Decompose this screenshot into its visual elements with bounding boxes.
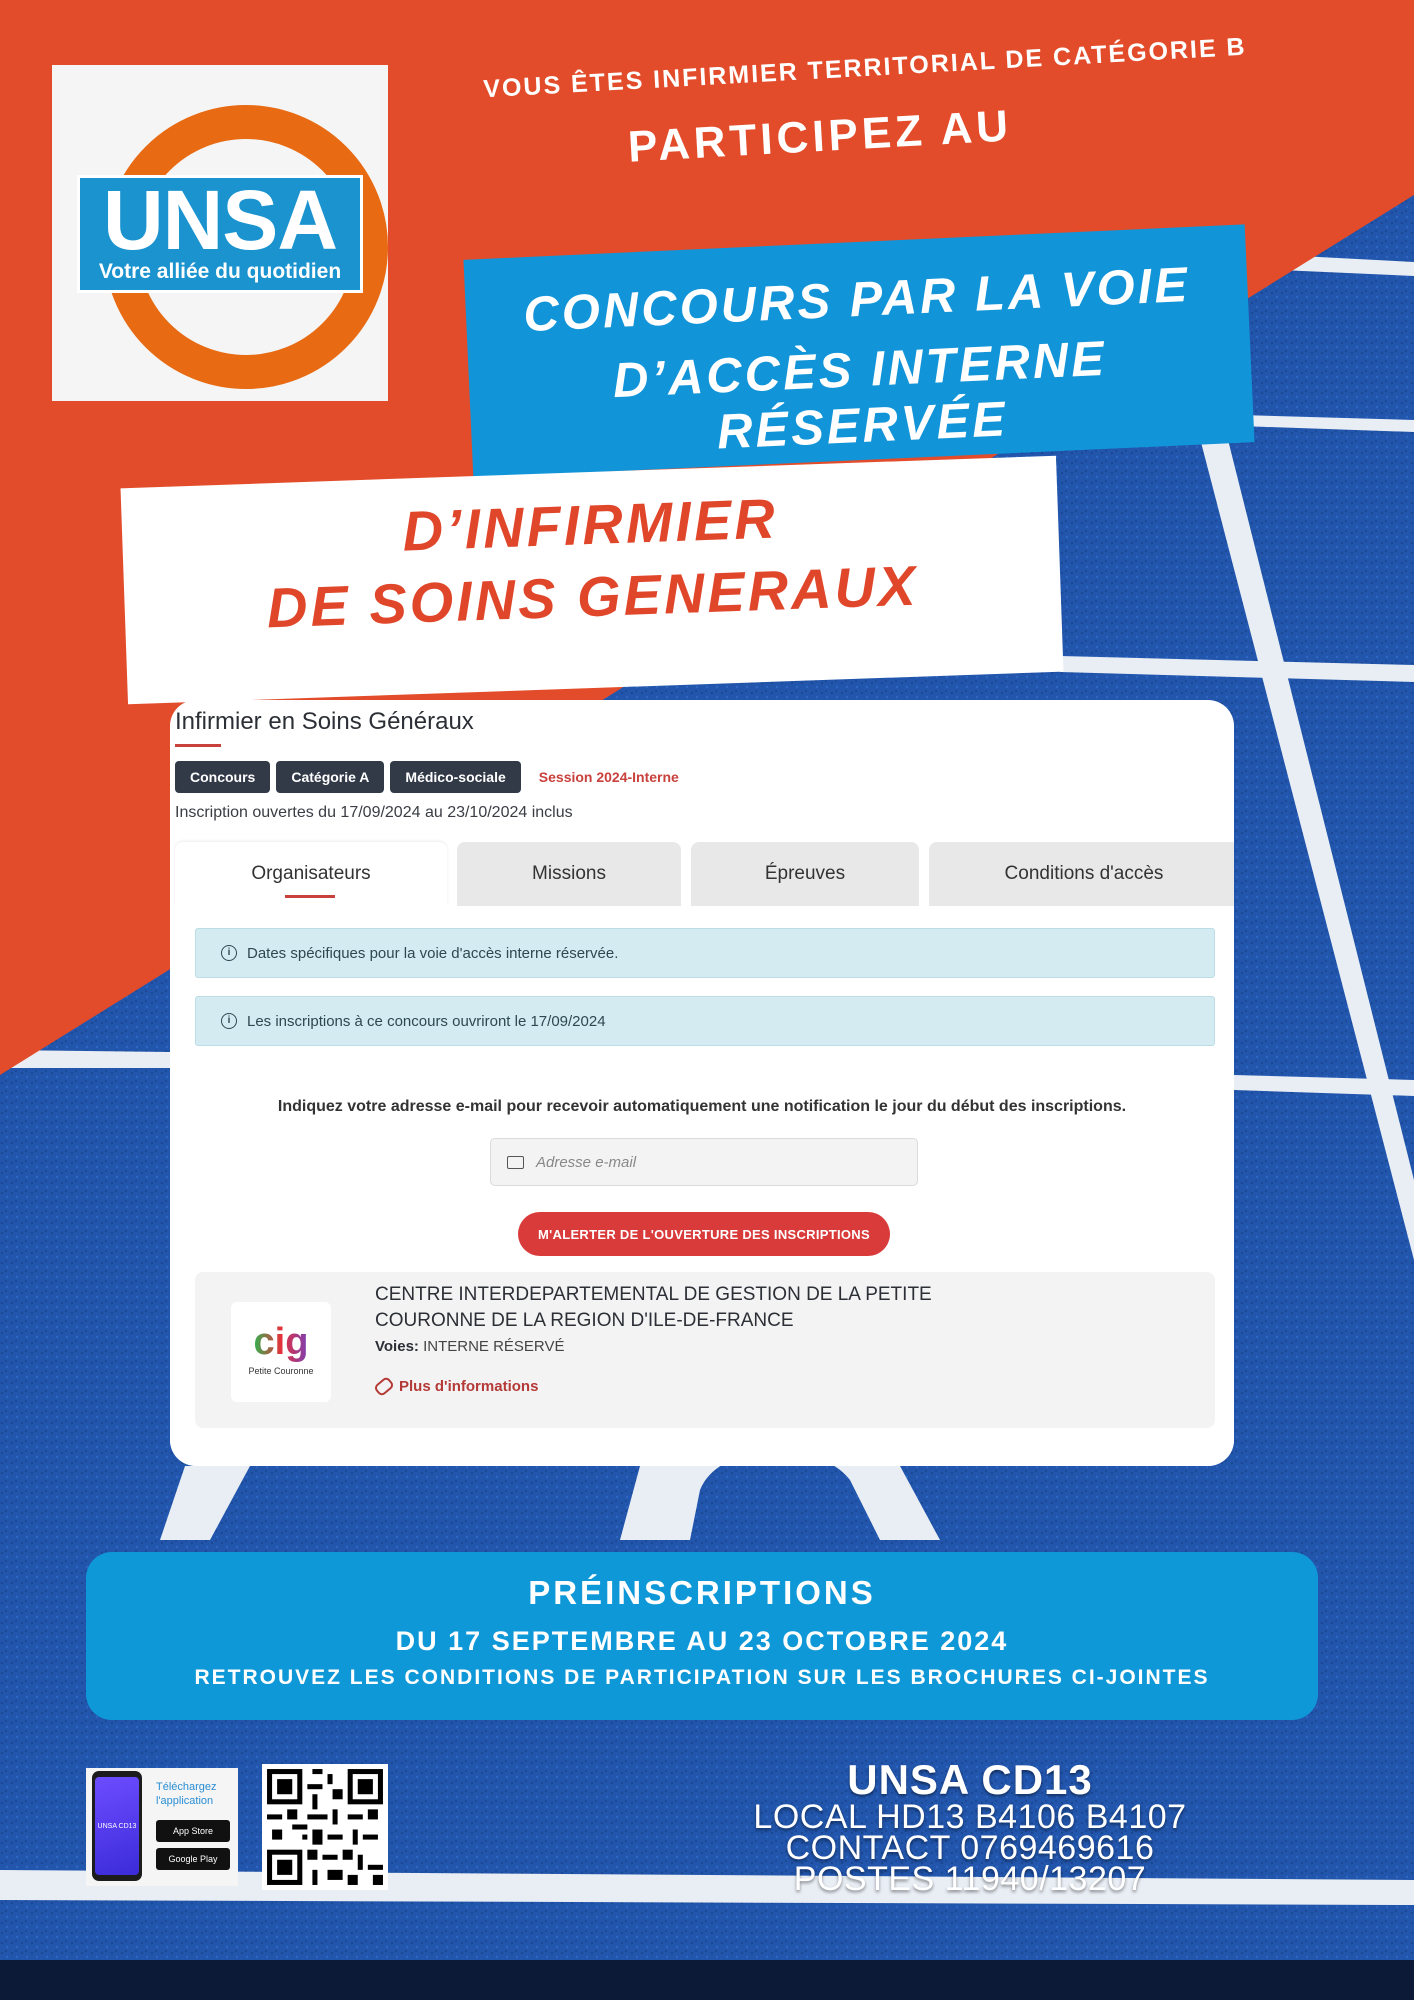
tab-epreuves[interactable] (691, 842, 919, 906)
email-input[interactable] (490, 1138, 918, 1186)
info-text: Dates spécifiques pour la voie d'accès interne réservée. (247, 944, 619, 962)
organizer-name: CENTRE INTERDEPARTEMENTAL DE GESTION DE LA PETITE COURONNE DE LA REGION D'ILE-DE-FRANCE (375, 1284, 932, 1331)
phone-icon (92, 1771, 142, 1881)
unsa-logo (52, 65, 388, 401)
info-alert-opening (195, 996, 1215, 1046)
mail-icon (507, 1156, 524, 1169)
session-label: Session 2024-Interne (538, 769, 679, 785)
preinscriptions-note: RETROUVEZ LES CONDITIONS DE PARTICIPATION SUR LES BROCHURES CI-JOINTES (194, 1666, 1210, 1689)
cig-logo-text: cig (253, 1321, 309, 1363)
tag-categorie[interactable]: Catégorie A (276, 761, 384, 793)
logo-tagline: Votre alliée du quotidien (98, 260, 342, 283)
preinscriptions-banner (86, 1552, 1318, 1720)
info-text: Les inscriptions à ce concours ouvriront le 17/09/2024 (247, 1012, 606, 1030)
more-info-label: Plus d'informations (399, 1378, 539, 1395)
logo-band (77, 175, 363, 293)
registration-dates: Inscription ouvertes du 17/09/2024 au 23/10/2024 inclus (175, 804, 573, 821)
more-info-link[interactable] (375, 1378, 538, 1395)
google-play-badge[interactable]: Google Play (156, 1848, 230, 1870)
cig-logo (231, 1302, 331, 1402)
tab-label: Épreuves (764, 863, 846, 884)
contact-org: UNSA CD13 (847, 1756, 1093, 1803)
phone-screen-label: UNSA CD13 (95, 1777, 139, 1875)
tab-label: Conditions d'accès (1004, 863, 1164, 884)
headline-audience: VOUS ÊTES INFIRMIER TERRITORIAL DE CATÉGORIE B (482, 32, 1248, 104)
contact-postes: POSTES 11940/13207 (793, 1860, 1147, 1898)
contact-block (700, 1756, 1240, 1898)
infirmier-banner-line1: D’INFIRMIER (401, 486, 779, 563)
tag-filiere[interactable]: Médico-sociale (390, 761, 520, 793)
infirmier-banner-line2: DE SOINS GENERAUX (265, 553, 920, 640)
preinscriptions-title: PRÉINSCRIPTIONS (528, 1574, 876, 1611)
cig-logo-graphic (231, 1302, 331, 1402)
active-tab-indicator (285, 895, 335, 898)
tab-bar (175, 842, 1234, 906)
info-alert-dates (195, 928, 1215, 978)
concours-web-card (170, 700, 1234, 1466)
qr-code[interactable] (262, 1764, 388, 1890)
info-icon: i (221, 1013, 237, 1029)
alert-opening-button[interactable]: M'ALERTER DE L'OUVERTURE DES INSCRIPTIONS (518, 1212, 890, 1256)
concours-banner-line1: CONCOURS PAR LA VOIE (522, 257, 1192, 343)
page-title: Infirmier en Soins Généraux (175, 708, 474, 735)
organizer-card (195, 1272, 1215, 1428)
logo-name: UNSA (102, 173, 337, 267)
tab-missions[interactable] (457, 842, 681, 906)
voies-label: Voies: (375, 1338, 419, 1355)
contact-phone: CONTACT 0769469616 (785, 1829, 1155, 1867)
headline-participate: PARTICIPEZ AU (626, 101, 1014, 172)
tab-organisateurs[interactable] (175, 842, 447, 906)
concours-banner-line2: D’ACCÈS INTERNE RÉSERVÉE (611, 331, 1108, 460)
app-download-promo[interactable] (86, 1768, 238, 1886)
link-icon (373, 1376, 395, 1398)
contact-local: LOCAL HD13 B4106 B4107 (753, 1798, 1187, 1836)
voies-value: INTERNE RÉSERVÉ (423, 1338, 565, 1355)
tag-list (175, 761, 679, 793)
tab-label: Missions (532, 863, 606, 884)
tab-conditions[interactable] (929, 842, 1234, 906)
infirmier-banner (121, 456, 1064, 705)
title-underline (175, 744, 221, 747)
cig-logo-sub: Petite Couronne (248, 1366, 314, 1376)
email-notice: Indiquez votre adresse e-mail pour recevoir automatiquement une notification le jour du début des inscriptions. (277, 1098, 1127, 1115)
preinscriptions-dates: DU 17 SEPTEMBRE AU 23 OCTOBRE 2024 (395, 1626, 1009, 1656)
email-placeholder: Adresse e-mail (536, 1153, 637, 1171)
app-store-badge[interactable]: App Store (156, 1820, 230, 1842)
tag-concours[interactable]: Concours (175, 761, 270, 793)
organizer-voies (375, 1338, 565, 1355)
concours-banner (463, 224, 1254, 477)
info-icon: i (221, 945, 237, 961)
app-download-text: Téléchargez l'application (156, 1781, 217, 1807)
tab-label: Organisateurs (251, 863, 371, 884)
